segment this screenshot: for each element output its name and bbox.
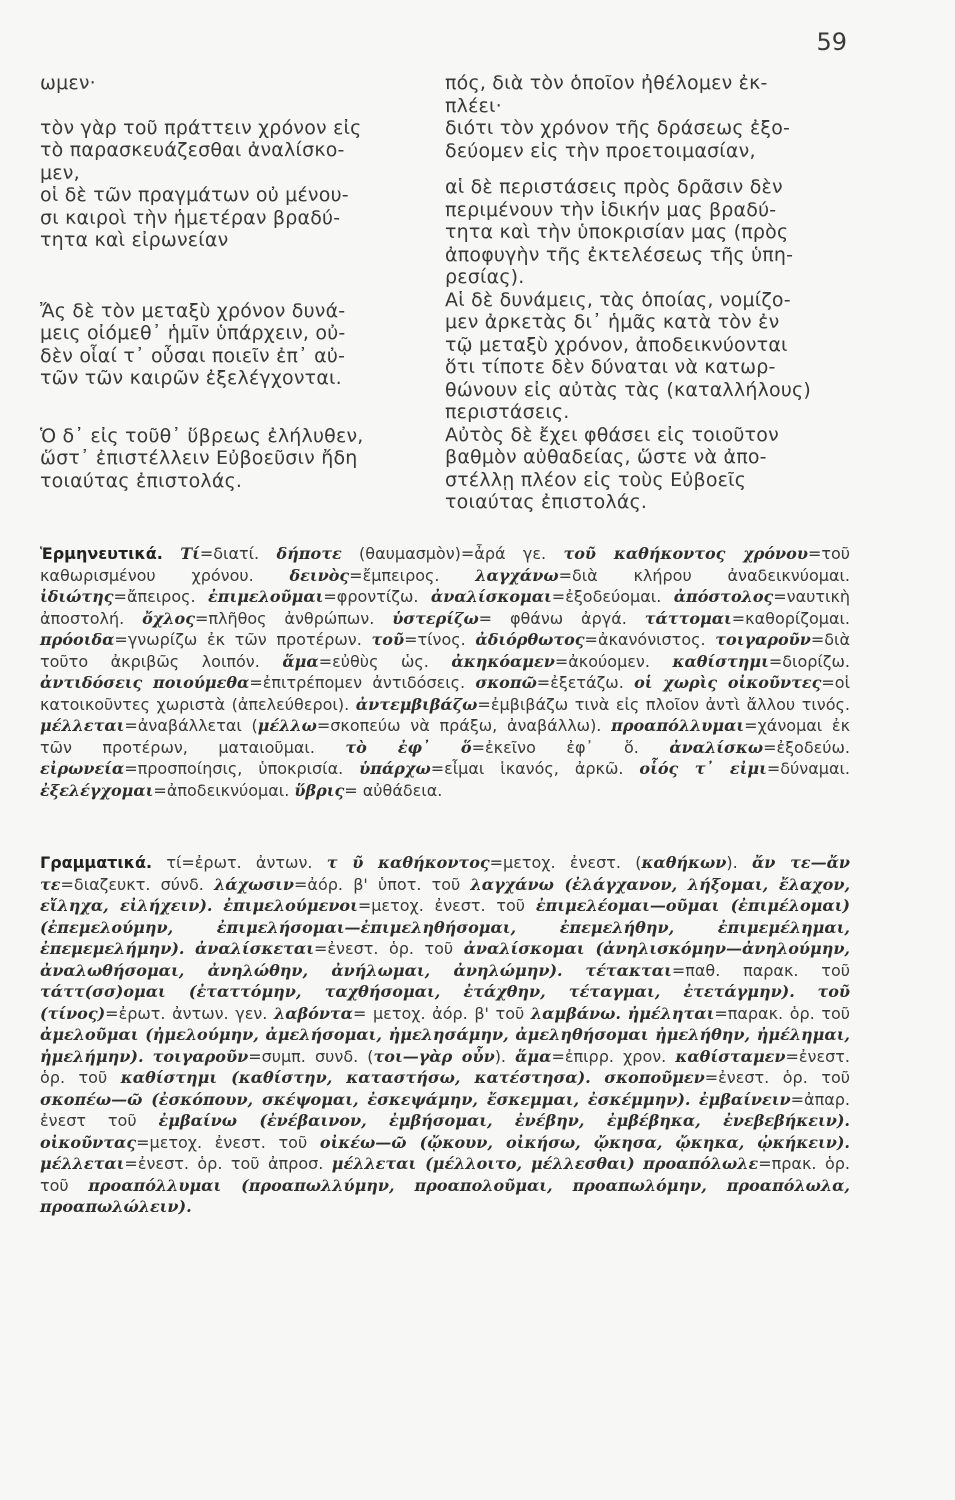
note-term: ὄχλος — [142, 608, 195, 628]
interpretive-notes — [40, 543, 850, 801]
grammar-heading: Γραμματικά. — [40, 853, 153, 872]
grammar-term: τοι—γὰρ οὖν — [373, 1046, 495, 1066]
grammar-gloss: =παθ. παρακ. τοῦ — [671, 960, 850, 980]
note-gloss: =ἀναβάλλεται ( — [124, 716, 258, 735]
note-term: ἰδιώτης — [40, 587, 114, 606]
note-gloss: =διὰ κλήρου ἀναδεικνύομαι. — [558, 565, 851, 585]
ancient-text-paragraph: Ὁ δ᾽ εἰς τοῦθ᾽ ὕβρεως ἐλήλυθεν, ὥστ᾽ ἐπιστέλλειν Εὐβοεῦσιν ἤδη τοιαύτας ἐπιστολάς. — [40, 424, 364, 492]
grammar-term: τέτακται — [585, 960, 672, 980]
note-term: μέλλεται — [40, 716, 125, 735]
note-gloss: =ἀκούομεν. — [554, 651, 650, 671]
grammar-gloss: =ἐνεστ. ὁρ. τοῦ ἀπροσ. — [124, 1154, 324, 1173]
grammar-term: σκοποῦμεν — [604, 1068, 705, 1087]
grammar-gloss: =πρακ. ὁρ. τοῦ — [40, 1154, 850, 1195]
grammar-term: λαμβάνω. — [530, 1003, 621, 1023]
grammar-gloss: =ἀπαρ. ἐνεστ τοῦ — [40, 1089, 850, 1130]
note-gloss: =διορίζω. — [768, 651, 850, 671]
note-gloss: =τίνος. — [404, 630, 466, 649]
note-term: τοῦ καθήκοντος χρόνου — [563, 544, 808, 563]
note-term: ἅμα — [282, 651, 319, 671]
note-gloss: =ἄπειρος. — [113, 587, 196, 606]
ancient-text-column — [40, 72, 435, 492]
note-term: ἀναλίσκομαι — [430, 587, 552, 606]
grammar-term: λάχωσιν — [214, 874, 294, 894]
note-term: Τί — [180, 544, 200, 563]
note-term: δήποτε — [276, 544, 342, 563]
grammar-term: ἐμβαίνω (ἐνέβαινον, ἐμβήσομαι, ἐνέβην, ἐμβέβηκα, ἐνεβεβήκειν). — [158, 1111, 850, 1130]
note-term: ὕβρις — [294, 780, 345, 800]
grammar-gloss: =συμπ. συνδ. ( — [248, 1046, 374, 1066]
note-gloss: =διὰ τοῦτο ἀκριβῶς λοιπόν. — [40, 630, 850, 671]
ancient-text-paragraph: Ἄς δὲ τὸν μεταξὺ χρόνον δυνά- μεις οἰόμεθ᾽ ἡμῖν ὑπάρχειν, οὐ- δὲν οἷαί τ᾽ οὖσαι ποιεῖν ἐπ᾽ αὐ- τῶν τῶν καιρῶν ἐξελέγχονται. — [40, 299, 346, 389]
grammar-gloss: ). — [494, 1046, 507, 1066]
grammar-gloss: ). — [726, 853, 738, 872]
note-term: ὑπάρχω — [359, 759, 431, 778]
grammar-term: ἀμελοῦμαι (ἠμελούμην, ἀμελήσομαι, ἠμελησάμην, ἀμεληθήσομαι ἠμελήθην, ἠμέλημαι, ἠμελήμην). — [40, 1025, 850, 1066]
note-term: ἐπιμελοῦμαι — [208, 587, 324, 606]
note-gloss: (θαυμασμὸν)=ἆρά γε. — [359, 544, 547, 563]
note-gloss: =ἐξετάζω. — [536, 673, 624, 692]
note-term: τοιγαροῦν — [715, 630, 811, 649]
note-term: σκοπῶ — [475, 673, 537, 692]
translation-column — [445, 72, 855, 514]
note-term: λαγχάνω — [475, 565, 559, 585]
grammar-term: οἰκέω—ῶ (ᾤκουν, οἰκήσω, ᾤκησα, ᾤκηκα, ᾠκήκειν). — [319, 1132, 850, 1152]
grammar-term: καθήκων — [641, 853, 727, 872]
note-gloss: =οἱ κατοικοῦντες χωριστὰ (ἀπελεύθεροι). — [40, 673, 850, 714]
grammar-term: προαπόλλυμαι (προαπωλλύμην, προαπολοῦμαι, προαπωλόμην, προαπόλωλα, προαπωλώλειν). — [40, 1175, 851, 1216]
grammar-term: τοῦ (τίνος) — [40, 982, 850, 1023]
grammar-gloss: =ἐπιρρ. χρον. — [551, 1046, 667, 1066]
translation-paragraph: Αὐτὸς δὲ ἔχει φθάσει εἰς τοιοῦτον βαθμὸν αὐθαδείας, ὥστε νὰ ἀπο- στέλλῃ πλέον εἰς τοὺς Εὐβοεῖς τοιαύτας ἐπιστολάς. — [445, 423, 779, 513]
grammar-gloss: =ἐρωτ. ἀντων. γεν. — [105, 1003, 268, 1023]
grammar-term: ἅμα — [515, 1046, 552, 1066]
grammar-term: ἐμβαίνειν — [698, 1089, 791, 1109]
grammar-term: τάττ(σσ)ομαι (ἐταττόμην, ταχθήσομαι, ἐτάχθην, τέταγμαι, ἐτετάγμην). — [40, 982, 795, 1001]
note-term: εἰρωνεία — [40, 759, 125, 778]
note-gloss: =ἐξοδεύω. — [763, 737, 851, 757]
grammar-term: προαπόλωλε — [643, 1154, 759, 1173]
note-term: οἱ χωρὶς οἰκοῦντες — [634, 673, 822, 692]
note-gloss: =ἐξοδεύομαι. — [551, 587, 662, 606]
note-term: ἀδιόρθωτος — [475, 630, 585, 649]
grammar-term: τ ῦ καθήκοντος — [326, 853, 490, 872]
grammar-term: ἠμέληται — [627, 1003, 715, 1023]
note-gloss: = φθάνω ἀργά. — [478, 608, 627, 628]
grammar-gloss: =μετοχ. ἐνεστ. ( — [489, 853, 642, 872]
grammar-term: ἐπιμελούμενοι — [223, 896, 358, 915]
translation-paragraph: πός, διὰ τὸν ὁποῖον ἠθέλομεν ἐκ- πλέει· διότι τὸν χρόνον τῆς δράσεως ἐξο- δεύομεν εἰς τὴν προετοιμασίαν, — [445, 72, 791, 162]
grammar-gloss: =μετοχ. ἐνεστ. τοῦ — [136, 1132, 308, 1152]
grammar-gloss: =παρακ. ὁρ. τοῦ — [714, 1003, 851, 1023]
note-term: ἐξελέγχομαι — [40, 780, 154, 800]
grammar-gloss: =μετοχ. ἐνεστ. τοῦ — [357, 896, 526, 915]
grammar-term: ἐπιμελέομαι—οῦμαι (ἐπιμέλομαι) (ἐπεμελούμην, ἐπιμελήσομαι—ἐπιμεληθήσομαι, ἐπεμελήθην, ἐπιμεμέλημαι, ἐπεμεμελήμην). — [40, 896, 851, 958]
note-term: τὸ ἐφ᾽ ὅ — [345, 737, 472, 757]
note-gloss: =ναυτικὴ ἀποστολή. — [40, 587, 851, 628]
grammar-gloss: =ἐνεστ. ὁρ. τοῦ — [40, 1046, 850, 1087]
translation-paragraph: Αἱ δὲ δυνάμεις, τὰς ὁποίας, νομίζο- μεν ἀρκετὰς δι᾽ ἡμᾶς κατὰ τὸν ἐν τῷ μεταξὺ χρόνον, ἀποδεικνύονται ὅτι τίποτε δὲν δύναται νὰ κατωρ- θώνουν εἰς αὐτὰς τὰς (καταλλήλους) περιστάσεις. — [445, 288, 811, 423]
grammar-term: ἀναλίσκεται — [194, 939, 314, 958]
grammar-gloss: =ἀόρ. β' ὑποτ. τοῦ — [294, 874, 461, 894]
grammar-term: μέλλεται (μέλλοιτο, μέλλεσθαι) — [331, 1154, 635, 1173]
ancient-text-paragraph: ωμεν· — [40, 72, 96, 94]
ancient-text-paragraph: τὸν γὰρ τοῦ πράττειν χρόνον εἰς τὸ παρασκευάζεσθαι ἀναλίσκο- μεν, οἱ δὲ τῶν πραγμάτων οὐ μένου- σι καιροὶ τὴν ἡμετέραν βραδύ- τητα καὶ εἰρωνείαν — [40, 116, 362, 251]
grammar-term: σκοπέω—ῶ (ἐσκόπουν, σκέψομαι, ἐσκεψάμην, ἔσκεμμαι, ἐσκέμμην). — [40, 1089, 691, 1109]
note-gloss: =εὐθὺς ὡς. — [318, 651, 429, 671]
grammar-gloss: =διαζευκτ. σύνδ. — [60, 874, 204, 894]
note-gloss: =προσποίησις, ὑποκρισία. — [124, 759, 344, 778]
note-term: ὑστερίζω — [392, 608, 479, 628]
grammar-term: ἀναλίσκομαι (ἀνηλισκόμην—ἀνηλούμην, ἀναλωθήσομαι, ἀνηλώθην, ἀνήλωμαι, ἀνηλώμην). — [40, 939, 850, 980]
note-gloss: =ἐπιτρέπομεν ἀντιδόσεις. — [249, 673, 466, 692]
note-term: καθίστημι — [672, 651, 769, 671]
note-gloss: =φροντίζω. — [323, 587, 419, 606]
note-gloss: =εἶμαι ἱκανός, ἀρκῶ. — [430, 759, 624, 778]
grammar-notes — [40, 852, 850, 1218]
note-gloss: =καθορίζομαι. — [731, 608, 851, 628]
grammar-term: τοιγαροῦν — [152, 1046, 249, 1066]
translation-paragraph: αἱ δὲ περιστάσεις πρὸς δρᾶσιν δὲν περιμένουν τὴν ἰδικήν μας βραδύ- τητα καὶ τὴν ὑποκρισίαν μας (πρὸς ἀποφυγὴν τῆς ἐκτελέσεως τῆς ὑπη- ρεσίας). — [445, 176, 794, 288]
note-gloss: =πλῆθος ἀνθρώπων. — [194, 608, 375, 628]
note-term: τάττομαι — [644, 608, 732, 628]
page-number: 59 — [816, 28, 847, 56]
note-term: πρόοιδα — [40, 630, 115, 649]
note-term: τοῦ — [371, 630, 405, 649]
grammar-term: ἄν τε—ἄν τε — [40, 853, 851, 894]
note-gloss: =σκοπεύω νὰ πράξω, ἀναβάλλω). — [316, 716, 602, 735]
note-gloss: =ἀποδεικνύομαι. — [153, 780, 290, 800]
note-gloss: =τοῦ καθωρισμένου χρόνου. — [40, 544, 851, 585]
grammar-term: μέλλεται — [40, 1154, 125, 1173]
grammar-term: καθίσταμεν — [675, 1046, 786, 1066]
notes-heading: Ἑρμηνευτικά. — [40, 544, 163, 563]
note-gloss: =ἐκεῖνο ἐφ᾽ ὅ. — [471, 737, 639, 757]
grammar-term: λαβόντα — [273, 1003, 353, 1023]
grammar-term: καθίστημι (καθίστην, καταστήσω, κατέστησα). — [120, 1068, 591, 1087]
note-term: ἀναλίσκω — [669, 737, 764, 757]
grammar-gloss: =ἐνεστ. ὁρ. τοῦ — [313, 939, 454, 958]
note-term: ἀντιδόσεις ποιούμεθα — [40, 673, 250, 692]
note-term: ἀκηκόαμεν — [451, 651, 555, 671]
note-term: ἀντεμβιβάζω — [355, 694, 478, 714]
grammar-gloss: τί=ἐρωτ. ἀντων. — [166, 853, 313, 872]
note-gloss: = αὐθάδεια. — [344, 780, 443, 800]
note-gloss: =ἔμπειρος. — [349, 565, 440, 585]
note-gloss: =δύναμαι. — [766, 759, 850, 778]
note-term: μέλλω — [257, 716, 317, 735]
grammar-term: οἰκοῦντας — [40, 1132, 137, 1152]
note-term: οἷός τ᾽ εἰμι — [639, 759, 767, 778]
note-gloss: =ἐμβιβάζω τινὰ εἰς πλοῖον ἀντὶ ἄλλου τινός. — [477, 694, 851, 714]
note-gloss: =ἀκανόνιστος. — [584, 630, 706, 649]
note-gloss: =διατί. — [199, 544, 260, 563]
note-gloss: =χάνομαι ἐκ τῶν προτέρων, ματαιοῦμαι. — [40, 716, 851, 757]
note-term: ἀπόστολος — [673, 587, 774, 606]
grammar-gloss: =ἐνεστ. ὁρ. τοῦ — [704, 1068, 851, 1087]
note-gloss: =γνωρίζω ἐκ τῶν προτέρων. — [114, 630, 362, 649]
note-term: δεινὸς — [289, 565, 350, 585]
grammar-gloss: = μετοχ. ἀόρ. β' τοῦ — [353, 1003, 525, 1023]
grammar-term: λαγχάνω (ἐλάγχανον, λήξομαι, ἔλαχον, εἴληχα, εἰλήχειν). — [40, 874, 851, 915]
note-term: προαπόλλυμαι — [611, 716, 745, 735]
